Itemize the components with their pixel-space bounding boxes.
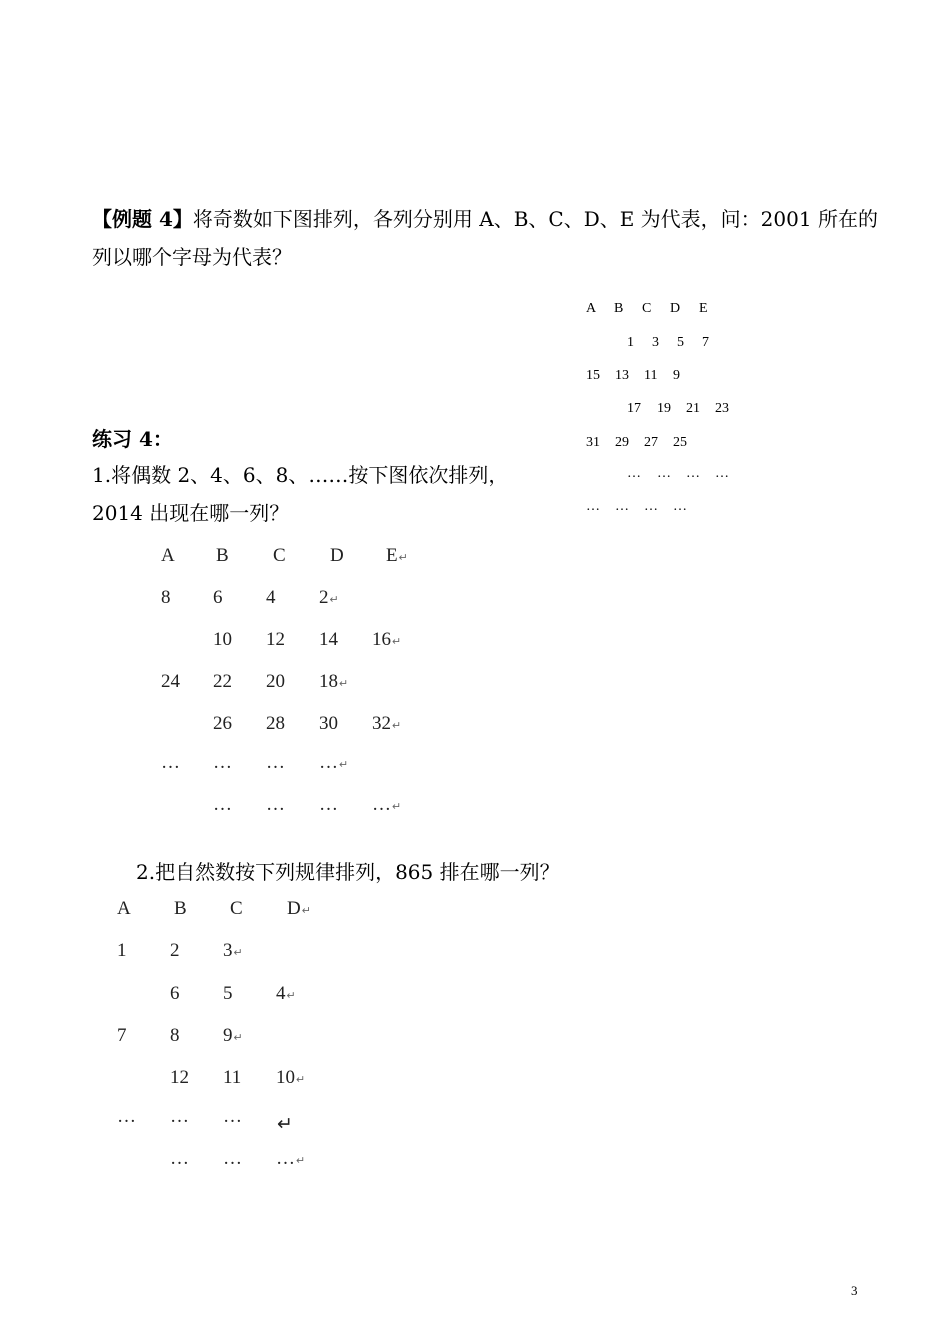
table-cell: 25 [673, 435, 687, 450]
table-cell: 2 [170, 940, 180, 961]
table-cell: 24 [161, 671, 180, 692]
return-mark: ↵ [286, 990, 296, 1002]
table-cell: … [586, 499, 600, 514]
table-cell: 3↵ [223, 940, 243, 961]
table-header-b: B [614, 301, 624, 316]
table-cell: 6 [213, 587, 223, 608]
table-header-b: B [216, 545, 229, 566]
return-mark: ↵ [277, 1114, 293, 1135]
table-header-b: B [174, 898, 187, 919]
exercise-4-title: 练习 4： [92, 427, 173, 451]
table-cell: … [319, 794, 338, 815]
table-header-c: C [642, 301, 652, 316]
example-4-label: 【例题 4】 [92, 207, 193, 231]
return-mark: ↵ [329, 594, 339, 606]
table-header-a: A [117, 898, 131, 919]
return-mark: ↵ [392, 636, 402, 648]
table-cell: 20 [266, 671, 285, 692]
table-cell: … [223, 1148, 242, 1169]
table-cell: 6 [170, 983, 180, 1004]
exercise-4-q2-line-1: 2.把自然数按下列规律排列，865 排在哪一列？ [136, 860, 560, 884]
table-cell: 8 [161, 587, 171, 608]
table-header-d: D↵ [287, 898, 311, 919]
table-cell: 15 [586, 368, 600, 383]
table-cell: 1 [627, 335, 634, 350]
return-mark: ↵ [233, 1032, 243, 1044]
table-cell: 19 [657, 401, 671, 416]
table-header-a: A [161, 545, 175, 566]
table-cell: 32↵ [372, 713, 402, 734]
table-cell: 5 [677, 335, 684, 350]
return-mark: ↵ [301, 905, 311, 917]
table-cell: … [161, 752, 180, 773]
table-cell: 12 [266, 629, 285, 650]
table-cell: 28 [266, 713, 285, 734]
table-header-d: D [670, 301, 681, 316]
return-mark: ↵ [296, 1155, 306, 1167]
table-header-c: C [230, 898, 243, 919]
table-cell: 14 [319, 629, 338, 650]
table-cell: 13 [615, 368, 629, 383]
example-4-question-part-1: 将奇数如下图排列，各列分别用 A、B、C、D、E 为代表，问：2001 所在的 [192, 207, 878, 231]
table-cell: … [170, 1148, 189, 1169]
table-header-a: A [586, 301, 597, 316]
example-4-line-2: 列以哪个字母为代表？ [92, 245, 292, 269]
table-cell: 7 [702, 335, 709, 350]
table-cell: 8 [170, 1025, 180, 1046]
exercise-4-q1-line-1: 1.将偶数 2、4、6、8、……按下图依次排列， [92, 463, 509, 487]
return-mark: ↵ [392, 720, 402, 732]
table-cell: 4 [266, 587, 276, 608]
table-cell: 23 [715, 401, 729, 416]
table-cell: 2↵ [319, 587, 339, 608]
table-cell: 29 [615, 435, 629, 450]
table-cell: 10 [213, 629, 232, 650]
table-header-e: E↵ [386, 545, 408, 566]
table-cell: 7 [117, 1025, 127, 1046]
table-header-d: D [330, 545, 344, 566]
table-cell: … [673, 499, 687, 514]
return-mark: ↵ [392, 801, 402, 813]
table-cell: 18↵ [319, 671, 349, 692]
table-cell: 26 [213, 713, 232, 734]
table-cell: 4↵ [276, 983, 296, 1004]
table-cell: … [686, 466, 700, 481]
table-cell: … [213, 794, 232, 815]
return-mark: ↵ [233, 947, 243, 959]
table-cell: 22 [213, 671, 232, 692]
example-4-line-1 [92, 209, 878, 229]
table-cell: … [715, 466, 729, 481]
page-number: 3 [851, 1283, 858, 1298]
table-cell: 9↵ [223, 1025, 243, 1046]
table-cell: 30 [319, 713, 338, 734]
table-cell: 11 [644, 368, 658, 383]
table-cell: …↵ [276, 1148, 306, 1169]
table-cell: 12 [170, 1067, 189, 1088]
table-cell: 5 [223, 983, 233, 1004]
table-cell: …↵ [372, 794, 402, 815]
table-cell: 9 [673, 368, 680, 383]
table-header-c: C [273, 545, 286, 566]
table-cell: … [657, 466, 671, 481]
table-cell: … [615, 499, 629, 514]
table-cell: … [117, 1106, 136, 1127]
table-cell: … [644, 499, 658, 514]
table-cell: … [266, 752, 285, 773]
table-cell: 27 [644, 435, 658, 450]
table-cell: 10↵ [276, 1067, 306, 1088]
table-cell: 17 [627, 401, 641, 416]
table-cell: … [223, 1106, 242, 1127]
exercise-4-q1-line-2: 2014 出现在哪一列？ [92, 501, 290, 525]
return-mark: ↵ [339, 759, 349, 771]
table-cell: 21 [686, 401, 700, 416]
table-cell: 3 [652, 335, 659, 350]
return-mark: ↵ [398, 552, 408, 564]
return-mark: ↵ [296, 1074, 306, 1086]
table-cell: 16↵ [372, 629, 402, 650]
table-header-e: E [699, 301, 708, 316]
table-cell: … [213, 752, 232, 773]
table-cell: 31 [586, 435, 600, 450]
table-cell: 1 [117, 940, 127, 961]
table-cell: 11 [223, 1067, 242, 1088]
table-cell: … [170, 1106, 189, 1127]
table-cell: …↵ [319, 752, 349, 773]
table-cell: … [266, 794, 285, 815]
return-mark: ↵ [339, 678, 349, 690]
table-cell: … [627, 466, 641, 481]
